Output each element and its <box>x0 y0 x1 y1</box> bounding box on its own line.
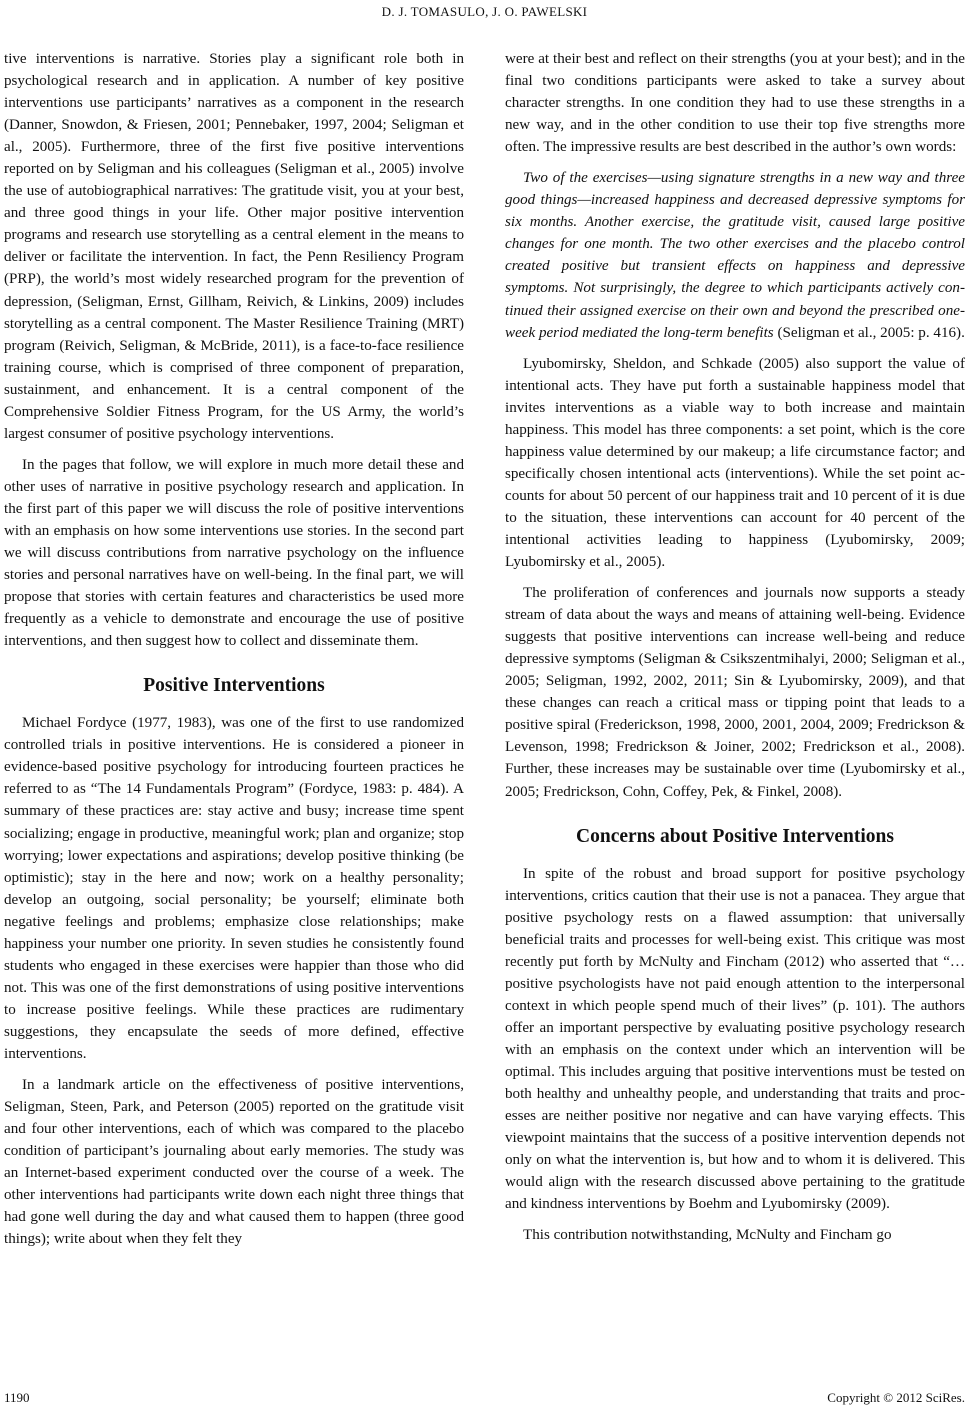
paragraph: Lyubomirsky, Sheldon, and Schkade (2005) also support the value of intentional acts. They have put forth a sustainable happiness model that invites interventions as a viable way to both increase and maintain happiness. This model has three components: a set point, which is the core happiness value determined by our makeup; a life circumstance factor; and specifically chosen intentional acts (interventions). While the set point accounts for about 50 percent of our happiness trait and 10 percent of it is due to the situation, these interventions can account for 40 percent of the intentional activities leading to happiness (Lyubomirsky, 2009; Lyubomirsky et al., 2005). <box>505 355 965 571</box>
quote-citation: (Seligman et al., 2005: p. 416). <box>773 324 965 341</box>
paragraph: tive interventions is narrative. Stories play a significant role both in psychological research and in application. A number of key positive interventions use participants’ narratives as a component in the research (Danner, Snowdon, & Friesen, 2001; Pennebaker, 1997, 2004; Seligman et al., 2005). Furthermore, three of the first five positive interventions reported on by Seligman and his colleagues (Seligman et al., 2005) involve the use of autobiographical narratives: The gratitude visit, you at your best, and three good things in your life. Other major positive intervention programs and research use storytelling as a central element in the means to deliver or facilitate the intervention. In fact, the Penn Resiliency Program (PRP), the world’s most widely researched program for the prevention of depression, (Seligman, Ernst, Gillham, Reivich, & Linkins, 2009) includes storytelling as a central component. The Master Resilience Training (MRT) program (Reivich, Seligman, & McBride, 2011), is a face-to-face resilience training course, which is comprised of three component of preparation, sustainment, and enhancement. It is a central component of the Comprehensive Soldier Fitness Program, for the US Army, the world’s largest consumer of positive psychology interventions. <box>4 51 464 442</box>
section-heading: Positive Interventions <box>143 675 325 697</box>
paragraph: were at their best and reflect on their strengths (you at your best); and in the final two conditions participants were asked to take a survey about character strengths. In one condition they had to use these strengths in a new way, and in the other condition to use their top five strengths more often. The impressive results are best described in the author’s own words: <box>505 51 965 156</box>
quote-text: Two of the exercises—using signature strengths in a new way and three good things—increased happiness and decreased depressive symptoms for six months. Another exercise, the gratitude visit, caused large positive changes for one month. The two other exercises and the placebo control created positive but transient effects on happiness and depressive symptoms. Not surprisingly, the degree to which participants actively continued their assigned exercise on their own and beyond the prescribed one-week period mediated the long-term benefits <box>505 170 965 341</box>
page-number: 1190 <box>4 1390 30 1405</box>
running-header: D. J. TOMASULO, J. O. PAWELSKI <box>381 4 588 19</box>
left-column <box>4 48 464 1259</box>
paragraph: The proliferation of conferences and journals now supports a steady stream of data about the ways and means of attaining well-being. Evidence suggests that positive interventions can increase well-being and reduce depressive symptoms (Seligman & Csikszentmihalyi, 2000; Seligman et al., 2005; Seligman, 1992, 2002, 2011; Sin & Lyubomirsky, 2009), and that these changes can reach a critical mass or tipping point that leads to a positive spiral (Frederickson, 1998, 2000, 2001, 2004, 2009; Fredrickson & Levenson, 1998; Fredrickson & Joiner, 2002; Fredrickson et al., 2008). Further, these increases may be sustainable over time (Lyubomirsky et al., 2005; Fredrickson, Cohn, Coffey, Pek, & Finkel, 2008). <box>505 585 965 800</box>
section-heading: Concerns about Positive Interventions <box>576 825 894 847</box>
paragraph: Michael Fordyce (1977, 1983), was one of the first to use randomized controlled trials in positive interventions. He is considered a pioneer in evidence-based positive psychology for introducing fourteen practices he referred to as “The 14 Fundamentals Program” (Fordyce, 1983: p. 484). A summary of these practices are: stay active and busy; increase time spent socializing; engage in productive, meaningful work; plan and organize; stop worrying; lower expectations and aspirations; develop positive thinking (be optimistic); stay in the here and now; work on a healthy personality; develop an outgoing, social personality; be yourself; eliminate both negative feelings and problems; emphasize close relationships; make happiness your number one priority. In seven studies he consistently found students who engaged in these exercises were happier than those who did not. This was one of the first demonstrations of using positive interventions to increase positive feelings. While these practices are rudimentary suggestions, they encapsulate the seeds of more defined, effective interventions. <box>4 715 464 1062</box>
right-column <box>505 48 965 1255</box>
paragraph: In spite of the robust and broad support for positive psychology interventions, critics caution that their use is not a panacea. They argue that positive psychology rests on a flawed assumption: that universally beneficial traits and processes for well-being exist. This critique was most recently put forth by McNulty and Fincham (2012) who asserted that “…positive psychologists have not paid enough attention to the interpersonal context in which people spend much of their lives” (p. 101). The authors offer an important perspective by evaluating positive psychology research with an emphasis on the context under which an intervention will be optimal. This includes arguing that positive interventions must be tested on both healthy and unhealthy people, and understanding that traits and processes are neither positive nor negative and can have varying effects. This viewpoint maintains that the success of a positive intervention depends not only on what the intervention is, but how and to whom it is delivered. This would align with the research discussed above pertaining to the gratitude and kindness interventions by Boehm and Lyubomirsky (2009). <box>505 865 965 1213</box>
paragraph: In the pages that follow, we will explore in much more detail these and other uses of narrative in positive psychology research and application. In the first part of this paper we will discuss the role of positive interventions with an emphasis on how some interventions use stories. In the second part we will discuss contributions from narrative psychology on the influence stories and personal narratives have on well-being. In the final part, we will propose that stories with certain features and characteristics be used more frequently as a vehicle to demonstrate and encourage the use of positive interventions, and then suggest how to collect and disseminate them. <box>4 456 464 650</box>
copyright-notice: Copyright © 2012 SciRes. <box>827 1390 965 1405</box>
paragraph: In a landmark article on the effectiveness of positive interventions, Seligman, Steen, Park, and Peterson (2005) reported on the gratitude visit and four other interventions, each of which was compared to the placebo condition of participant’s journaling about early memories. The study was an Internet-based experiment conducted over the course of a week. The other interventions had participants write down each night three things that had gone well during the day and what caused them to happen (three good things); write about when they felt they <box>4 1077 464 1248</box>
paragraph: This contribution notwithstanding, McNulty and Fincham go <box>523 1227 892 1244</box>
block-quote <box>505 167 965 343</box>
